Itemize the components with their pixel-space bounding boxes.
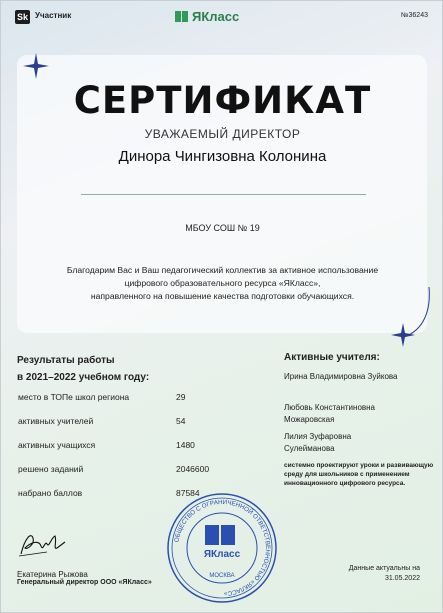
result-value: 87584 xyxy=(176,488,200,498)
brand-name: ЯКласс xyxy=(192,9,240,24)
result-row xyxy=(18,464,218,488)
results-heading xyxy=(17,352,149,386)
signer-title: Генеральный директор ООО «ЯКласс» xyxy=(17,579,152,586)
results-heading-line: Результаты работы xyxy=(17,355,115,366)
validity-date: 31.05.2022 xyxy=(384,575,420,582)
school-name: МБОУ СОШ № 19 xyxy=(185,223,260,233)
seal-center-text: ЯКласс xyxy=(203,549,241,560)
result-label: место в ТОПе школ региона xyxy=(18,392,130,402)
result-label: набрано баллов xyxy=(18,488,83,498)
signature-image xyxy=(17,528,67,560)
seal-city: МОСКВА xyxy=(209,573,235,579)
teachers-heading: Активные учителя: xyxy=(284,352,380,363)
validity-note xyxy=(330,564,420,584)
signer-name: Екатерина Рыжова xyxy=(17,570,88,579)
recipient-name: Динора Чингизовна Колонина xyxy=(118,148,327,165)
thanks-text xyxy=(41,264,404,303)
participant-label: Участник xyxy=(35,11,72,20)
teacher-name: Любовь Константиновна Можаровская xyxy=(284,403,376,424)
seal-ring-text: ОБЩЕСТВО С ОГРАНИЧЕННОЙ ОТВЕТСТВЕННОСТЬЮ «ЯКЛАСС» xyxy=(173,498,272,597)
certificate-title: СЕРТИФИКАТ xyxy=(73,79,372,122)
teacher-name: Лилия Зуфаровна Сулейманова xyxy=(284,432,352,453)
teachers-note: системно проектируют уроки и развивающую среду для школьников с применением инновационного цифрового ресурса. xyxy=(284,462,434,487)
certificate-number: №36243 xyxy=(401,12,428,19)
validity-label: Данные актуальны на xyxy=(348,565,420,572)
result-value: 29 xyxy=(176,392,186,402)
result-row xyxy=(18,440,218,464)
result-value: 2046600 xyxy=(176,464,210,474)
thanks-line: Благодарим Вас и Ваш педагогический коллектив за активное использование xyxy=(66,265,379,275)
book-icon xyxy=(175,10,189,21)
thanks-line: направленного на повышение качества подготовки обучающихся. xyxy=(90,291,355,301)
result-label: активных учителей xyxy=(18,416,94,426)
results-heading-line: в 2021–2022 учебном году: xyxy=(17,372,150,383)
thanks-line: цифрового образовательного ресурса «ЯКласс», xyxy=(124,278,321,288)
result-value: 1480 xyxy=(176,440,195,450)
top-bar xyxy=(15,9,428,27)
result-label: решено заданий xyxy=(18,464,84,474)
yaklass-logo xyxy=(175,9,239,24)
certificate-subtitle: УВАЖАЕМЫЙ ДИРЕКТОР xyxy=(144,127,301,141)
divider xyxy=(81,194,366,195)
seal-book-icon xyxy=(205,525,219,545)
result-row xyxy=(18,392,218,416)
teacher-name: Ирина Владимировна Зуйкова xyxy=(284,372,398,381)
result-label: активных учащихся xyxy=(18,440,96,450)
result-row xyxy=(18,416,218,440)
sk-logo: Sk xyxy=(16,12,28,22)
result-value: 54 xyxy=(176,416,186,426)
company-seal xyxy=(165,491,279,605)
sparkle-icon xyxy=(23,53,49,79)
